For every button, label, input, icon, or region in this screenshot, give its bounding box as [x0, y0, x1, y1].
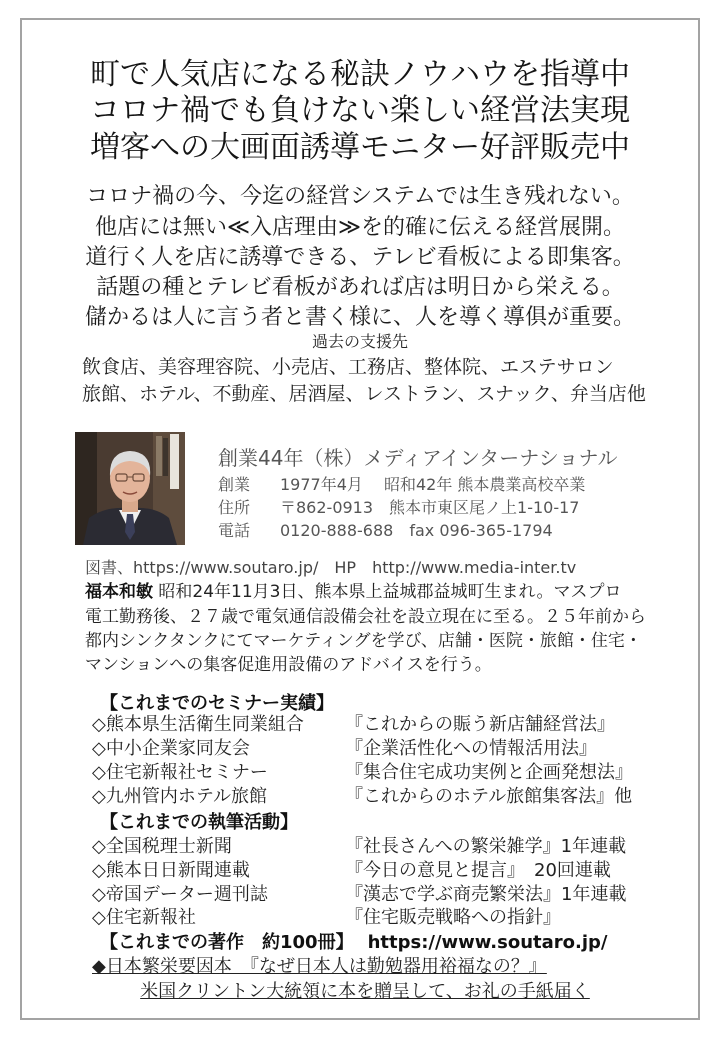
bio-line-4: マンションへの集客促進用設備のアドバイスを行う。: [85, 655, 492, 675]
company-row-value: 〒862-0913 熊本市東区尾ノ上1-10-17: [280, 498, 580, 517]
seminar-org: ◇熊本県生活衛生同業組合: [92, 714, 304, 735]
seminar-item: [0, 737, 700, 761]
seminar-item: [0, 785, 700, 809]
seminar-topic: 『企業活性化への情報活用法』: [345, 738, 597, 759]
past-clients-line-2: 旅館、ホテル、不動産、居酒屋、レストラン、スナック、弁当店他: [82, 383, 646, 405]
author-name: 福本和敏: [85, 582, 153, 602]
company-row-phone: [218, 520, 678, 542]
seminar-item: [0, 713, 700, 737]
writing-item: [0, 835, 700, 859]
wall-sign: [170, 434, 179, 489]
seminar-topic: 『これからのホテル旅館集客法』他: [345, 786, 633, 807]
bio-line-2: 電工勤務後、２７歳で電気通信設備会社を設立現在に至る。２５年前から: [85, 607, 646, 627]
intro-line-1: コロナ禍の今、今迄の経営システムでは生き残れない。: [86, 184, 634, 209]
books-url: https://www.soutaro.jp/: [367, 932, 608, 953]
company-row-founded: [218, 474, 678, 496]
featured-book: ◆日本繁栄要因本 『なぜ日本人は勤勉器用裕福なの？』: [92, 956, 547, 977]
intro-line-4: 話題の種とテレビ看板があれば店は明日から栄える。: [96, 275, 624, 300]
past-clients-line-1: 飲食店、美容理容院、小売店、工務店、整体院、エステサロン: [82, 356, 614, 378]
links-line: 図書、https://www.soutaro.jp/ HP http://www.media-inter.tv: [85, 558, 577, 577]
bio-text: 昭和24年11月3日、熊本県上益城郡益城町生まれ。マスプロ: [153, 582, 622, 602]
writing-work: 『今日の意見と提言』 20回連載: [345, 860, 611, 881]
books-line: [100, 931, 607, 955]
headline-line-1: 町で人気店になる秘訣ノウハウを指導中: [90, 57, 630, 92]
headline-line-2: コロナ禍でも負けない楽しい経営法実現: [90, 93, 630, 128]
intro-line-5: 儲かるは人に言う者と書く様に、人を導く導俱が重要。: [84, 305, 635, 330]
company-row-label: 電話: [218, 521, 251, 540]
company-row-address: [218, 497, 678, 519]
writing-work: 『社長さんへの繁栄雑学』1年連載: [345, 836, 627, 857]
company-row-label: 創業: [218, 475, 251, 494]
portrait-photo: [75, 432, 185, 545]
writing-work: 『漢志で学ぶ商売繁栄法』1年連載: [345, 884, 627, 905]
seminars-title: 【これまでのセミナー実績】: [100, 693, 334, 714]
company-title: 創業44年（株）メディアインターナショナル: [218, 446, 618, 470]
seminar-item: [0, 761, 700, 785]
books-title: 【これまでの著作 約100冊】: [100, 932, 354, 953]
writing-item: [0, 906, 700, 930]
company-row-value: 1977年4月 昭和42年 熊本農業高校卒業: [280, 475, 586, 494]
intro-line-2: 他店には無い≪入店理由≫を的確に伝える経営展開。: [94, 215, 626, 240]
seminar-topic: 『これからの賑う新店舗経営法』: [345, 714, 615, 735]
clinton-note: 米国クリントン大統領に本を贈呈して、お礼の手紙届く: [140, 981, 590, 1002]
writing-item: [0, 859, 700, 883]
intro-line-3: 道行く人を店に誘導できる、テレビ看板による即集客。: [85, 245, 635, 270]
writing-outlet: ◇全国税理士新聞: [92, 836, 232, 857]
bio-line-3: 都内シンクタンクにてマーケティングを学び、店舗・医院・旅館・住宅・: [85, 631, 642, 651]
book-spine: [156, 436, 162, 476]
seminar-org: ◇住宅新報社セミナー: [92, 762, 268, 783]
writing-outlet: ◇熊本日日新聞連載: [92, 860, 250, 881]
writing-item: [0, 883, 700, 907]
company-row-label: 住所: [218, 498, 251, 517]
writing-outlet: ◇帝国データー週刊誌: [92, 884, 268, 905]
company-row-value: 0120-888-688 fax 096-365-1794: [280, 521, 553, 540]
headline-line-3: 増客への大画面誘導モニター好評販売中: [90, 130, 630, 165]
writing-work: 『住宅販売戦略への指針』: [345, 907, 561, 928]
bio-line-1: [85, 580, 622, 604]
seminar-org: ◇中小企業家同友会: [92, 738, 250, 759]
writing-outlet: ◇住宅新報社: [92, 907, 196, 928]
seminar-topic: 『集合住宅成功実例と企画発想法』: [345, 762, 633, 783]
seminar-org: ◇九州管内ホテル旅館: [92, 786, 267, 807]
past-clients-title: 過去の支援先: [311, 332, 408, 351]
writings-title: 【これまでの執筆活動】: [100, 812, 298, 833]
book-spine: [163, 438, 168, 476]
clinton-note-line: [20, 980, 710, 1004]
